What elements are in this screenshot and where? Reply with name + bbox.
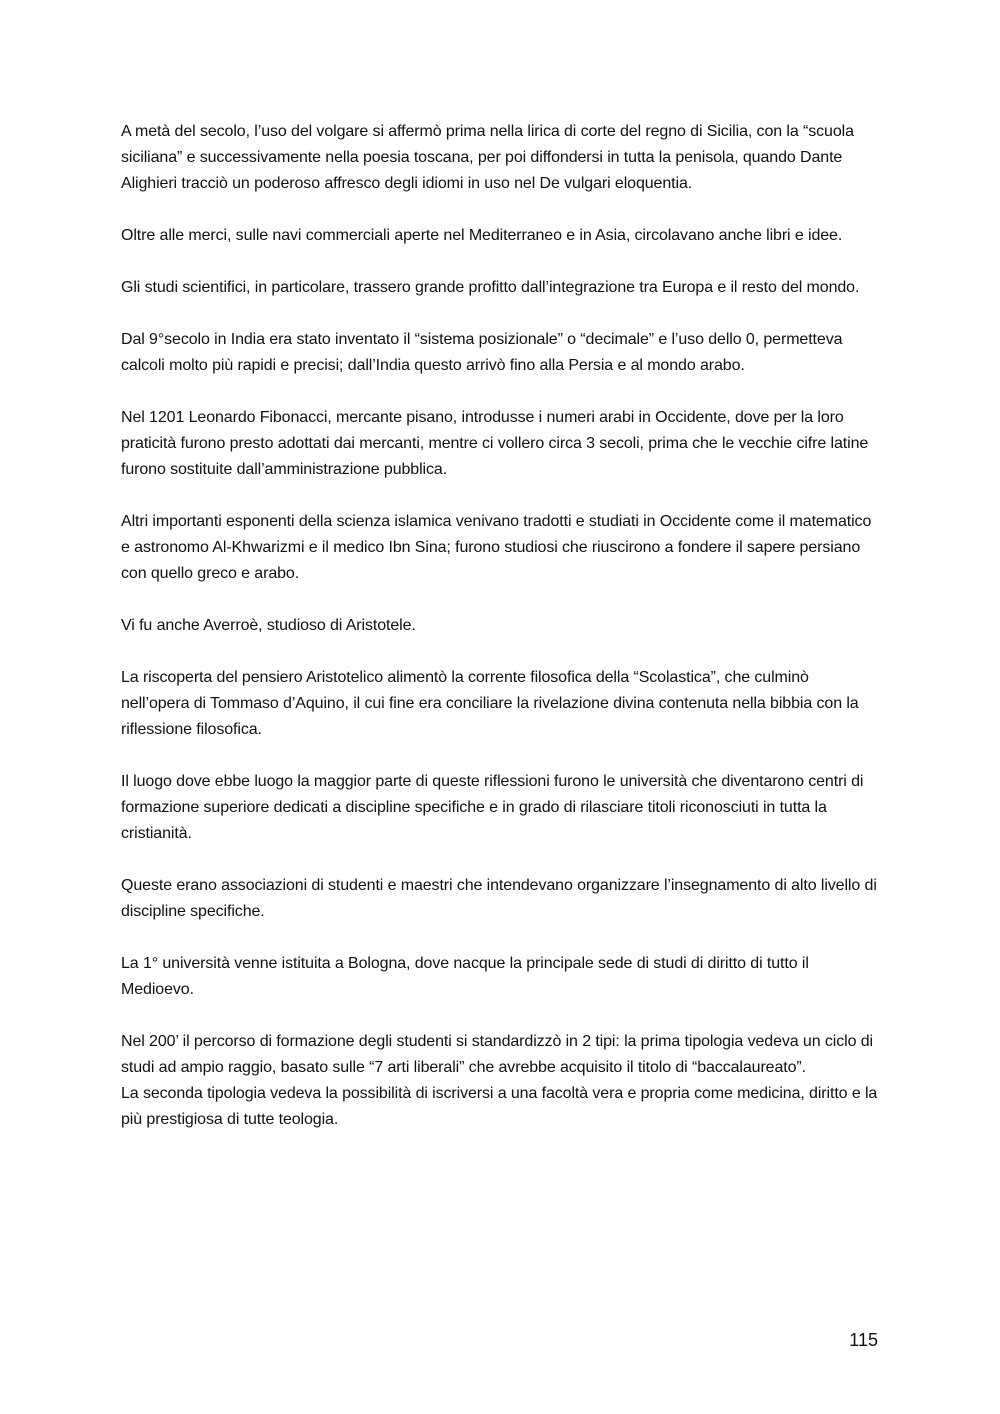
- paragraph-studi-scientifici: Gli studi scientifici, in particolare, trassero grande profitto dall’integrazione tra Europa e il resto del mondo.: [121, 279, 860, 296]
- paragraph-scienza-islamica: Altri importanti esponenti della scienza islamica venivano tradotti e studiati in Occidente come il matematico e astronomo Al-Khwarizmi e il medico Ibn Sina; furono studiosi che riuscirono a fondere il sapere persiano con quello greco e arabo.: [121, 513, 872, 582]
- paragraph-fibonacci: Nel 1201 Leonardo Fibonacci, mercante pisano, introdusse i numeri arabi in Occidente, dove per la loro praticità furono presto adottati dai mercanti, mentre ci vollero circa 3 secoli, prima che le vecchie cifre latine furono sostituite dall’amministrazione pubblica.: [121, 409, 869, 478]
- paragraph-volgare: A metà del secolo, l’uso del volgare si affermò prima nella lirica di corte del regno di Sicilia, con la “scuola siciliana” e successivamente nella poesia toscana, per poi diffondersi in tutta la penisola, quando Dante Alighieri tracciò un poderoso affresco degli idiomi in uso nel De vulgari eloquentia.: [121, 123, 854, 192]
- page-body: [121, 119, 881, 1159]
- paragraph-seconda-tipologia: La seconda tipologia vedeva la possibilità di iscriversi a una facoltà vera e propria come medicina, diritto e la più prestigiosa di tutte teologia.: [121, 1085, 878, 1128]
- paragraph-universita: Il luogo dove ebbe luogo la maggior parte di queste riflessioni furono le università che diventarono centri di formazione superiore dedicati a discipline specifiche e in grado di rilasciare titoli riconosciuti in tutta la cristianità.: [121, 773, 864, 842]
- paragraph-associazioni: Queste erano associazioni di studenti e maestri che intendevano organizzare l’insegnamento di alto livello di discipline specifiche.: [121, 877, 877, 920]
- paragraph-scolastica: La riscoperta del pensiero Aristotelico alimentò la corrente filosofica della “Scolastica”, che culminò nell’opera di Tommaso d’Aquino, il cui fine era conciliare la rivelazione divina contenuta nella bibbia con la riflessione filosofica.: [121, 669, 859, 738]
- page-number: 115: [849, 1330, 878, 1350]
- paragraph-percorso-formazione: Nel 200’ il percorso di formazione degli studenti si standardizzò in 2 tipi: la prima tipologia vedeva un ciclo di studi ad ampio raggio, basato sulle “7 arti liberali” che avrebbe acquisito il titolo di “baccalaureato”.: [121, 1033, 873, 1076]
- paragraph-bologna: La 1° università venne istituita a Bologna, dove nacque la principale sede di studi di diritto di tutto il Medioevo.: [121, 955, 809, 998]
- paragraph-sistema-decimale: Dal 9°secolo in India era stato inventato il “sistema posizionale” o “decimale” e l’uso dello 0, permetteva calcoli molto più rapidi e precisi; dall’India questo arrivò fino alla Persia e al mondo arabo.: [121, 331, 843, 374]
- paragraph-merci: Oltre alle merci, sulle navi commerciali aperte nel Mediterraneo e in Asia, circolavano anche libri e idee.: [121, 227, 843, 244]
- paragraph-averroe: Vi fu anche Averroè, studioso di Aristotele.: [121, 617, 416, 634]
